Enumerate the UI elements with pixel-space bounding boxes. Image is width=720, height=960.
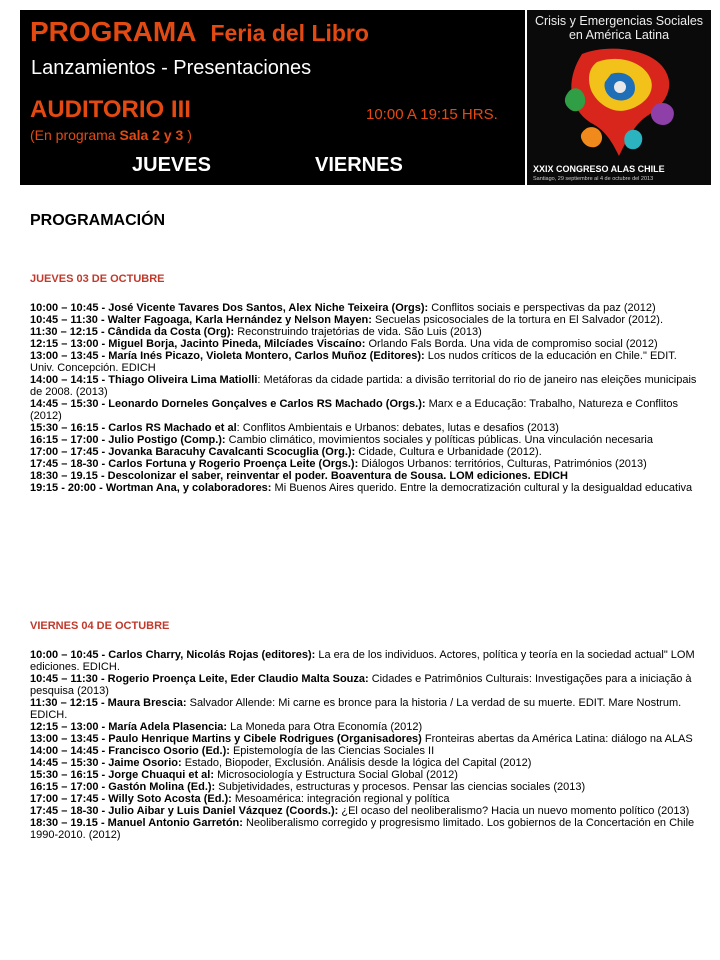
entry-time-author: 14:00 – 14:45 - Francisco Osorio (Ed.): bbox=[30, 745, 230, 757]
entry-time-author: 12:15 – 13:00 - Miguel Borja, Jacinto Pineda, Milcíades Viscaíno: bbox=[30, 338, 366, 350]
congress-poster bbox=[527, 10, 711, 185]
entry-title: Epistemología de las Ciencias Sociales II bbox=[229, 745, 435, 757]
list-item bbox=[30, 817, 702, 841]
entry-title: Los nudos críticos de la educación en Chile." EDIT. Univ. Concepción. EDICH bbox=[30, 350, 677, 374]
list-item bbox=[30, 338, 702, 350]
list-item bbox=[30, 470, 702, 482]
title-programa: PROGRAMA bbox=[30, 16, 197, 47]
days-bar bbox=[20, 150, 525, 185]
programacion-heading: PROGRAMACIÓN bbox=[30, 212, 166, 229]
entry-time-author: 10:45 – 11:30 - Rogerio Proença Leite, Eder Claudio Malta Souza: bbox=[30, 673, 369, 685]
entry-time-author: 15:30 – 16:15 - Jorge Chuaqui et al: bbox=[30, 769, 215, 781]
day-viernes: VIERNES bbox=[315, 154, 403, 176]
section-title-viernes: VIERNES 04 DE OCTUBRE bbox=[30, 620, 170, 632]
list-item bbox=[30, 733, 702, 745]
entry-title: Cidades e Patrimônios Culturais: Investigações para a iniciação à pesquisa (2013) bbox=[30, 673, 692, 697]
entry-title: La Moneda para Otra Economía (2012) bbox=[227, 721, 423, 733]
list-item bbox=[30, 793, 702, 805]
entry-title: : Conflitos Ambientais e Urbanos: debates, lutas e desafios (2013) bbox=[236, 422, 559, 434]
entry-time-author: 16:15 – 17:00 - Gastón Molina (Ed.): bbox=[30, 781, 216, 793]
section-title-jueves: JUEVES 03 DE OCTUBRE bbox=[30, 273, 165, 285]
list-item bbox=[30, 374, 702, 398]
entry-title: Mi Buenos Aires querido. Entre la democratización cultural y la desigualdad educativa bbox=[271, 482, 693, 494]
list-item bbox=[30, 458, 702, 470]
list-item bbox=[30, 350, 702, 374]
poster-title-line2: en América Latina bbox=[568, 28, 670, 42]
entry-time-author: 18:30 – 19.15 - Descolonizar el saber, reinventar el poder. Boaventura de Sousa. LOM ediciones. EDICH bbox=[30, 470, 568, 482]
list-item bbox=[30, 721, 702, 733]
program-subtitle: Lanzamientos - Presentaciones bbox=[31, 57, 312, 79]
entry-time-author: 14:45 – 15:30 - Leonardo Dorneles Gonçalves e Carlos RS Machado (Orgs.): bbox=[30, 398, 426, 410]
poster-congreso: XXIX CONGRESO ALAS CHILE bbox=[533, 164, 665, 174]
entry-time-author: 11:30 – 12:15 - Maura Brescia: bbox=[30, 697, 187, 709]
entry-time-author: 17:00 – 17:45 - Willy Soto Acosta (Ed.): bbox=[30, 793, 232, 805]
entry-list-viernes bbox=[30, 649, 702, 841]
entry-title: : Metáforas da cidade partida: a divisão territorial do rio de janeiro nas eleições municipais de 2008. (2013) bbox=[30, 374, 697, 398]
entry-title: Marx e a Educação: Trabalho, Natureza e Conflitos (2012) bbox=[30, 398, 679, 422]
auditorio-label: AUDITORIO III bbox=[30, 96, 191, 123]
list-item bbox=[30, 314, 702, 326]
entry-title: Mesoamérica: integración regional y política bbox=[231, 793, 450, 805]
entry-title: Fronteiras abertas da América Latina: diálogo na ALAS bbox=[421, 733, 693, 745]
program-header bbox=[20, 10, 525, 150]
list-item bbox=[30, 745, 702, 757]
entry-title: Neoliberalismo corregido y progresismo limitado. Los gobiernos de la Concertación en Chile 1990-2010. (2012) bbox=[30, 817, 695, 841]
entry-time-author: 17:00 – 17:45 - Jovanka Baracuhy Cavalcanti Scocuglia (Org.): bbox=[30, 446, 356, 458]
sala-bold: Sala 2 y 3 bbox=[119, 127, 184, 143]
entry-title: Diálogos Urbanos: territórios, Culturas, Patrimónios (2013) bbox=[358, 458, 647, 470]
sala-note bbox=[30, 127, 192, 143]
list-item bbox=[30, 805, 702, 817]
list-item bbox=[30, 434, 702, 446]
entry-time-author: 10:45 – 11:30 - Walter Fagoaga, Karla Hernández y Nelson Mayen: bbox=[30, 314, 372, 326]
entry-time-author: 11:30 – 12:15 - Cândida da Costa (Org): bbox=[30, 326, 235, 338]
entry-time-author: 17:45 – 18-30 - Carlos Fortuna y Rogerio Proença Leite (Orgs.): bbox=[30, 458, 359, 470]
entry-title: Orlando Fals Borda. Una vida de compromiso social (2012) bbox=[365, 338, 658, 350]
entry-time-author: 13:00 – 13:45 - María Inés Picazo, Violeta Montero, Carlos Muñoz (Editores): bbox=[30, 350, 425, 362]
entry-time-author: 10:00 – 10:45 - Carlos Charry, Nicolás Rojas (editores): bbox=[30, 649, 316, 661]
list-item bbox=[30, 781, 702, 793]
entry-time-author: 14:45 – 15:30 - Jaime Osorio: bbox=[30, 757, 182, 769]
entry-title: ¿El ocaso del neoliberalismo? Hacia un nuevo momento político (2013) bbox=[338, 805, 690, 817]
list-item bbox=[30, 757, 702, 769]
entry-title: Microsociología y Estructura Social Global (2012) bbox=[214, 769, 458, 781]
list-item bbox=[30, 326, 702, 338]
list-item bbox=[30, 697, 702, 721]
entry-title: Estado, Biopoder, Exclusión. Análisis desde la lógica del Capital (2012) bbox=[181, 757, 532, 769]
entry-title: Salvador Allende: Mi carne es bronce para la historia / La verdad de su muerte. EDIT. Mare Nostrum. EDICH. bbox=[30, 697, 682, 721]
entry-title: Cidade, Cultura e Urbanidade (2012). bbox=[355, 446, 542, 458]
entry-time-author: 14:00 – 14:15 - Thiago Oliveira Lima Matiolli bbox=[30, 374, 258, 386]
entry-time-author: 16:15 – 17:00 - Julio Postigo (Comp.): bbox=[30, 434, 226, 446]
entry-title: Reconstruindo trajetórias de vida. São Luis (2013) bbox=[234, 326, 482, 338]
entry-list-jueves bbox=[30, 302, 702, 494]
entry-time-author: 10:00 – 10:45 - José Vicente Tavares Dos Santos, Alex Niche Teixeira (Orgs): bbox=[30, 302, 429, 314]
list-item bbox=[30, 673, 702, 697]
list-item bbox=[30, 769, 702, 781]
list-item bbox=[30, 398, 702, 422]
entry-title: Secuelas psicosociales de la tortura en El Salvador (2012). bbox=[371, 314, 664, 326]
title-feria: Feria del Libro bbox=[210, 20, 369, 46]
entry-time-author: 19:15 - 20:00 - Wortman Ana, y colaboradores: bbox=[30, 482, 272, 494]
entry-time-author: 17:45 – 18-30 - Julio Aibar y Luis Daniel Vázquez (Coords.): bbox=[30, 805, 339, 817]
list-item bbox=[30, 482, 702, 494]
entry-time-author: 12:15 – 13:00 - María Adela Plasencia: bbox=[30, 721, 228, 733]
list-item bbox=[30, 302, 702, 314]
entry-title: Cambio climático, movimientos sociales y políticas públicas. Una vinculación necesaria bbox=[225, 434, 653, 446]
entry-time-author: 18:30 – 19.15 - Manuel Antonio Garretón: bbox=[30, 817, 243, 829]
sala-prefix: (En programa bbox=[30, 127, 120, 143]
entry-title: Subjetividades, estructuras y procesos. Pensar las ciencias sociales (2013) bbox=[215, 781, 586, 793]
poster-dates: Santiago, 29 septiembre al 4 de octubre del 2013 bbox=[533, 176, 654, 182]
entry-title: Conflitos sociais e perspectivas da paz (2012) bbox=[428, 302, 656, 314]
entry-time-author: 15:30 – 16:15 - Carlos RS Machado et al bbox=[30, 422, 237, 434]
list-item bbox=[30, 446, 702, 458]
list-item bbox=[30, 649, 702, 673]
program-title bbox=[30, 16, 369, 48]
poster-title-line1: Crisis y Emergencias Sociales bbox=[534, 14, 704, 28]
poster-title bbox=[527, 14, 711, 42]
list-item bbox=[30, 422, 702, 434]
day-jueves: JUEVES bbox=[132, 154, 211, 176]
entry-time-author: 13:00 – 13:45 - Paulo Henrique Martins y Cibele Rodrigues (Organisadores) bbox=[30, 733, 422, 745]
poster-artwork bbox=[527, 44, 711, 164]
hours-label: 10:00 A 19:15 HRS. bbox=[366, 106, 498, 123]
entry-title: La era de los individuos. Actores, política y teoría en la sociedad actual" LOM ediciones. EDICH. bbox=[30, 649, 695, 673]
sala-suffix: ) bbox=[183, 127, 192, 143]
